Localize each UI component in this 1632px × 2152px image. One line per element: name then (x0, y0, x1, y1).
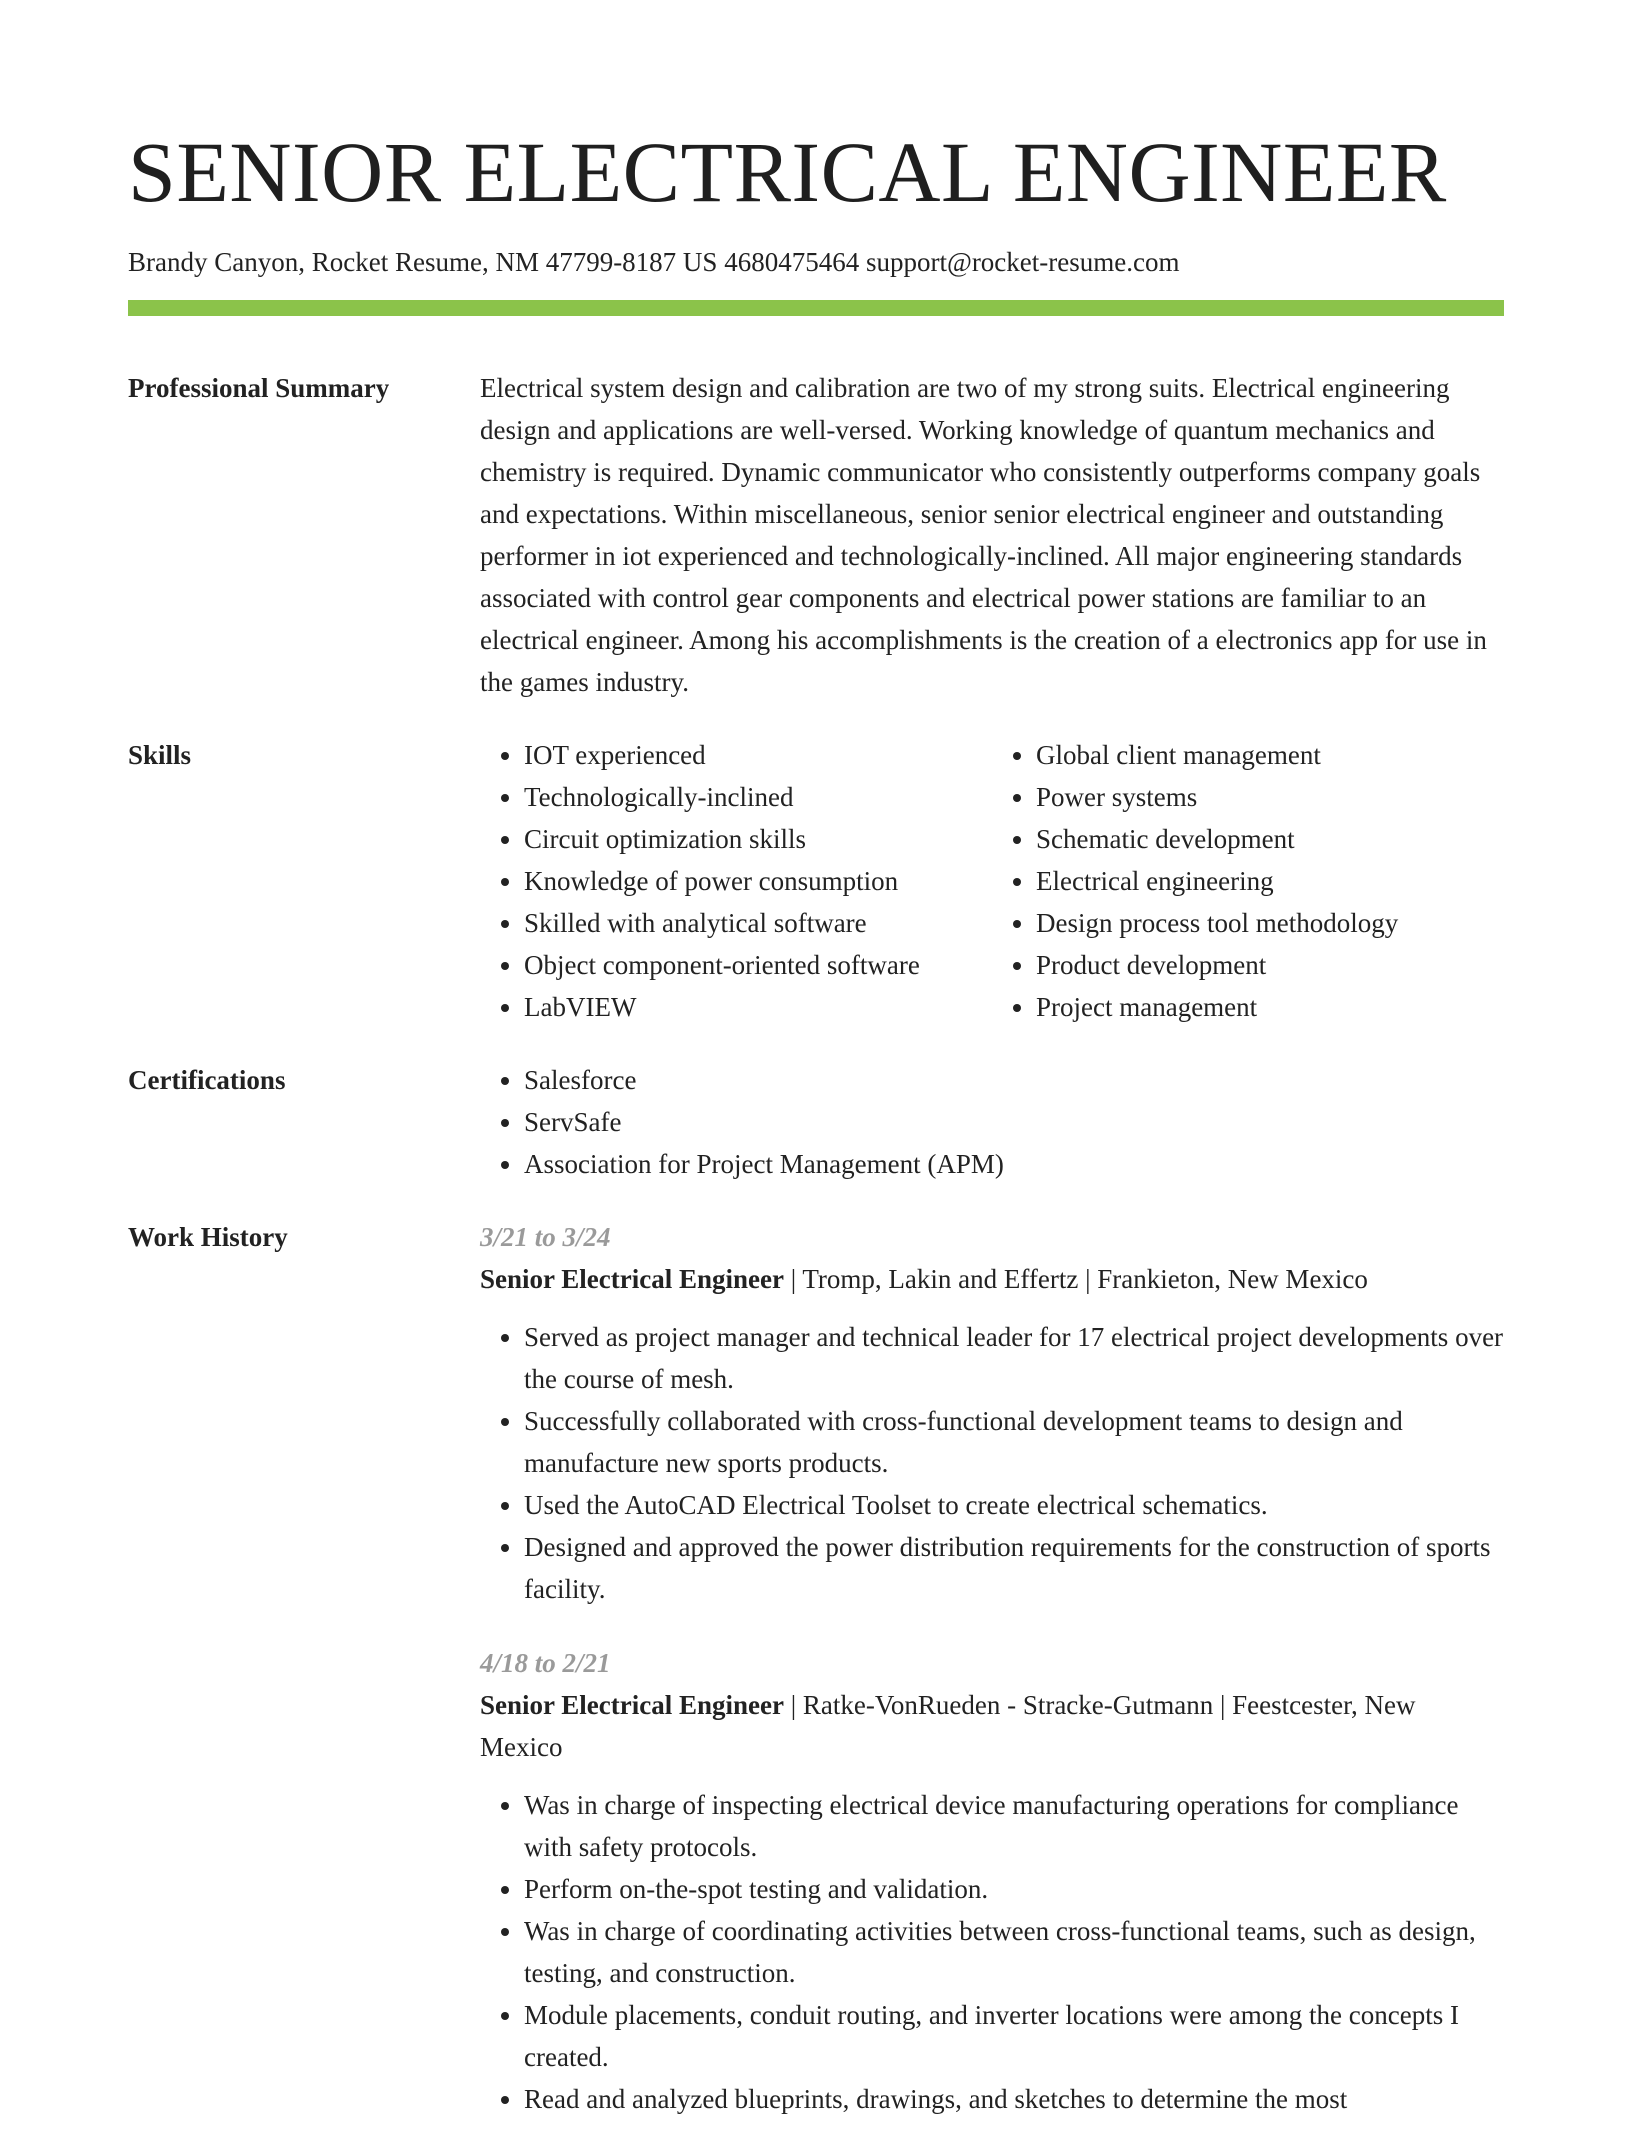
skill-item: • Technologically-inclined (524, 776, 992, 818)
job-dates: 4/18 to 2/21 (480, 1648, 611, 1678)
job-bullet: • Successfully collaborated with cross-functional development teams to design and manufacture new sports products. (524, 1400, 1504, 1484)
skill-item: • Power systems (1036, 776, 1504, 818)
job-bullet: • Perform on-the-spot testing and validation. (524, 1868, 1504, 1910)
skill-item: • Knowledge of power consumption (524, 860, 992, 902)
work-history-section (128, 1216, 1504, 2152)
job-employer-location: | Ratke-VonRueden - Stracke-Gutmann | Feestcester, New Mexico (480, 1690, 1416, 1762)
skill-item: • Global client management (1036, 734, 1504, 776)
work-history-label: Work History (128, 1222, 288, 1252)
certifications-label: Certifications (128, 1065, 286, 1095)
skills-section (128, 734, 1504, 1028)
skill-item: • Product development (1036, 944, 1504, 986)
skills-list-left (480, 734, 992, 1028)
job-bullets (480, 1784, 1504, 2120)
skill-item: • Design process tool methodology (1036, 902, 1504, 944)
resume-page (128, 0, 1504, 2152)
resume-title: SENIOR ELECTRICAL ENGINEER (128, 124, 1447, 220)
skill-item: • LabVIEW (524, 986, 992, 1028)
skill-item: • Object component-oriented software (524, 944, 992, 986)
skills-list-right (992, 734, 1504, 1028)
certification-item: • Salesforce (524, 1059, 1504, 1101)
skill-item: • Schematic development (1036, 818, 1504, 860)
job-entry (480, 1642, 1504, 2120)
job-bullet: • Served as project manager and technical leader for 17 electrical project developments over the course of mesh. (524, 1316, 1504, 1400)
skill-item: • Electrical engineering (1036, 860, 1504, 902)
skill-item: • Skilled with analytical software (524, 902, 992, 944)
job-bullets (480, 1316, 1504, 1610)
contact-line: Brandy Canyon, Rocket Resume, NM 47799-8187 US 4680475464 support@rocket-resume.com (128, 247, 1180, 277)
certifications-body (480, 1059, 1504, 1185)
work-history-body (480, 1216, 1504, 2152)
job-employer-location: | Tromp, Lakin and Effertz | Frankieton, New Mexico (783, 1264, 1368, 1294)
summary-label: Professional Summary (128, 373, 390, 403)
summary-text: Electrical system design and calibration are two of my strong suits. Electrical engineering design and applications are well-versed. Working knowledge of quantum mechanics and chemistry is required. Dynamic communicator who consistently outperforms company goals and expectations. Within miscellaneous, senior senior electrical engineer and outstanding performer in iot experienced and technologically-inclined. All major engineering standards associated with control gear components and electrical power stations are familiar to an electrical engineer. Among his accomplishments is the creation of a electronics app for use in the games industry. (480, 373, 1487, 697)
accent-divider (128, 300, 1504, 316)
certification-item: • ServSafe (524, 1101, 1504, 1143)
skills-label: Skills (128, 740, 192, 770)
job-entry (480, 1216, 1504, 1610)
certification-item: • Association for Project Management (APM) (524, 1143, 1504, 1185)
skill-item: • Circuit optimization skills (524, 818, 992, 860)
skills-body (480, 734, 1504, 1028)
job-bullet: • Used the AutoCAD Electrical Toolset to create electrical schematics. (524, 1484, 1504, 1526)
job-title: Senior Electrical Engineer (480, 1690, 784, 1720)
job-bullet: • Module placements, conduit routing, and inverter locations were among the concepts I created. (524, 1994, 1504, 2078)
summary-body (480, 367, 1504, 703)
job-dates: 3/21 to 3/24 (480, 1222, 611, 1252)
job-heading (480, 1684, 1504, 1768)
job-heading (480, 1258, 1504, 1300)
skill-item: • Project management (1036, 986, 1504, 1028)
summary-section (128, 367, 1504, 703)
job-bullet: • Read and analyzed blueprints, drawings, and sketches to determine the most (524, 2078, 1504, 2120)
skill-item: • IOT experienced (524, 734, 992, 776)
job-bullet: • Designed and approved the power distribution requirements for the construction of sports facility. (524, 1526, 1504, 1610)
certifications-list (480, 1059, 1504, 1185)
job-bullet: • Was in charge of coordinating activities between cross-functional teams, such as design, testing, and construction. (524, 1910, 1504, 1994)
job-bullet: • Was in charge of inspecting electrical device manufacturing operations for compliance with safety protocols. (524, 1784, 1504, 1868)
certifications-section (128, 1059, 1504, 1185)
job-title: Senior Electrical Engineer (480, 1264, 784, 1294)
